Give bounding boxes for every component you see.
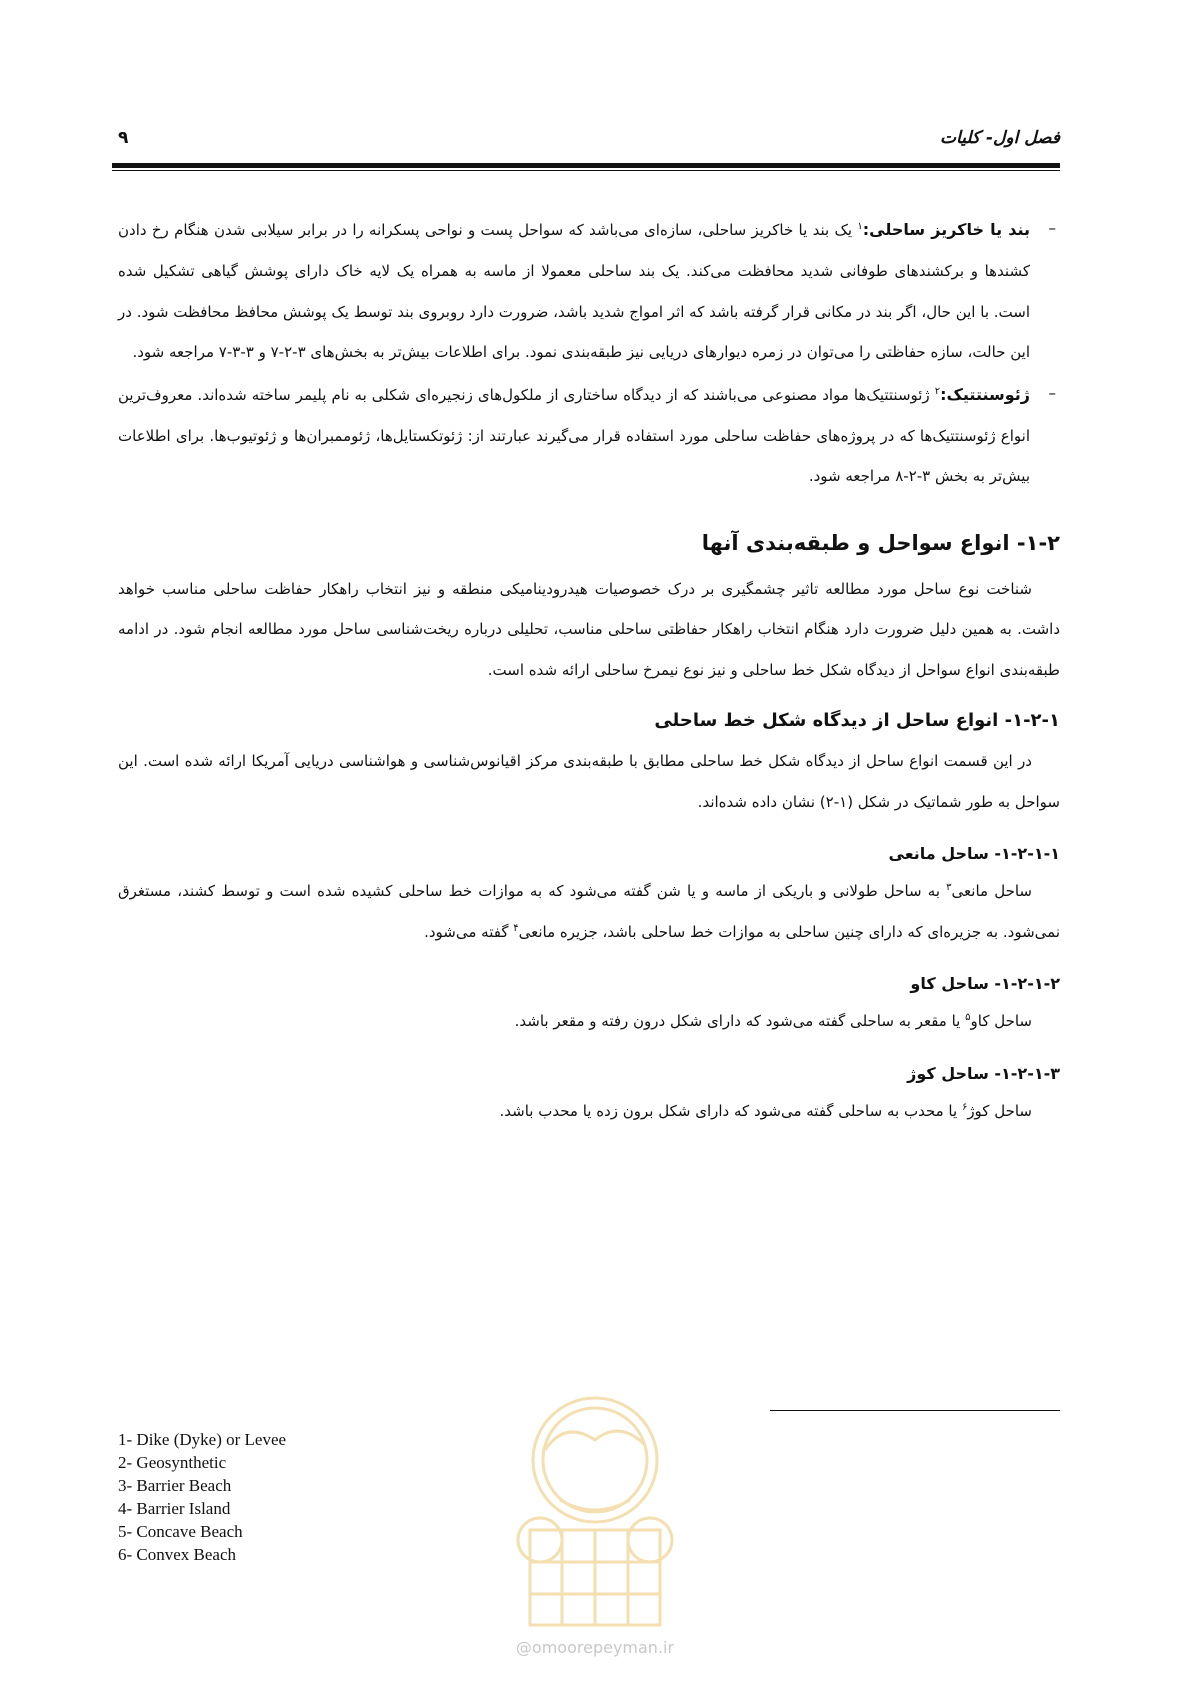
paragraph-convex [118,1091,1060,1132]
subsubsection-heading-concave: ۱-۲-۱-۲- ساحل کاو [910,974,1060,994]
footnote-item: 1- Dike (Dyke) or Levee [118,1430,287,1449]
bullet-dash: – [1048,219,1056,237]
bullet-geosynthetic [118,373,1060,497]
footnote-ref: ۲ [934,385,941,397]
paragraph-concave [118,1001,1060,1042]
footnote-item: 3- Barrier Beach [118,1476,232,1495]
paragraph-barrier [118,871,1060,952]
page-body [118,208,1060,1131]
section-paragraph: شناخت نوع ساحل مورد مطالعه تاثیر چشمگیری بر درک خصوصیات هیدرودینامیکی منطقه و نیز انتخاب راهکار حفاظت ساحلی مناسب خواهد داشت. به همین دلیل ضرورت دارد هنگام انتخاب راهکار حفاظتی ساحلی مناسب، تحلیلی درباره ریخت‌شناسی ساحل مورد مطالعه انجام شود. در ادامه طبقه‌بندی انواع سواحل از دیدگاه شکل خط ساحلی و نیز نوع نیمرخ ساحلی ارائه شده است. [118,579,1060,679]
text-run: ساحل کاو [970,1012,1032,1031]
bullet-text: یک بند یا خاکریز ساحلی، سازه‌ای می‌باشد که سواحل پست و نواحی پسکرانه را در برابر سیلابی شدن هنگام رخ دادن کشندها و برکشندهای طوفانی شدید محافظت می‌کند. یک بند ساحلی معمولا از ماسه به همراه یک لایه خاک دارای پوشش گیاهی تشکیل شده است. با این حال، اگر بند در مکانی قرار گرفته باشد که اثر امواج شدید باشد، ضرورت دارد روبروی بند توسط یک پوشش محافظ محافظت شود. در این حالت، سازه حفاظتی را می‌توان در زمره دیوارهای دریایی نیز طبقه‌بندی نمود. برای اطلاعات بیش‌تر به بخش‌های ۳-۲-۷ و ۳-۳-۷ مراجعه شود. [118,221,1030,362]
footnote-item: 6- Convex Beach [118,1545,237,1564]
footnote-item: 4- Barrier Island [118,1499,231,1518]
header-rule-thick [112,163,1060,168]
text-run: یا محدب به ساحلی گفته می‌شود که دارای شکل برون زده یا محدب باشد. [499,1101,962,1120]
bullet-text: ژئوسنتتیک‌ها مواد مصنوعی می‌باشند که از دیدگاه ساختاری از ملکول‌های زنجیره‌ای شکلی به نام پلیمر ساخته شده‌اند. معروف‌ترین انواع ژئوسنتتیک‌ها که در پروژه‌های حفاظت ساحلی مورد استفاده قرار می‌گیرند عبارتند از: ژئوتکستایل‌ها، ژئوممبران‌ها و ژئوتیوب‌ها. برای اطلاعات بیش‌تر به بخش ۳-۲-۸ مراجعه شود. [118,385,1030,486]
page-header [118,128,1060,154]
subsection-heading: ۱-۲-۱- انواع ساحل از دیدگاه شکل خط ساحلی [654,710,1060,732]
watermark-logo-icon [500,1390,690,1640]
subsubsection-heading-convex: ۱-۲-۱-۳- ساحل کوژ [907,1063,1060,1083]
header-rule-thin [112,170,1060,171]
footnote-item: 2- Geosynthetic [118,1453,227,1472]
text-run: یا مقعر به ساحلی گفته می‌شود که دارای شکل درون رفته و مقعر باشد. [514,1012,966,1031]
footnote-ref: ۵ [965,1012,971,1024]
bullet-dike [118,208,1060,373]
subsubsection-heading-barrier: ۱-۲-۱-۱- ساحل مانعی [888,844,1060,864]
footnote-ref: ۳ [946,882,952,894]
footnote-item: 5- Concave Beach [118,1522,243,1541]
bullet-dash: – [1048,383,1056,402]
subsection-paragraph: در این قسمت انواع ساحل از دیدگاه شکل خط ساحلی مطابق با طبقه‌بندی مرکز اقیانوس‌شناسی و هواشناسی دریایی آمریکا ارائه شده است. این سواحل به طور شماتیک در شکل (۱-۲) نشان داده شده‌اند. [118,752,1060,811]
text-run: به ساحل طولانی و باریکی از ماسه و یا شن گفته می‌شود که به موازات خط ساحلی کشیده شده است و توسط کشند، مستغرق نمی‌شود. به جزیره‌ای که دارای چنین ساحلی به موازات خط ساحلی باشد، جزیره مانعی [118,882,1060,941]
footnote-ref: ۶ [961,1101,968,1113]
footnote-ref: ۱ [857,221,863,232]
bullet-term: بند یا خاکریز ساحلی: [862,220,1031,239]
chapter-title: فصل اول- کلیات [940,128,1060,148]
text-run: ساحل کوژ [967,1101,1032,1120]
footnotes [118,1428,286,1566]
watermark-text: @omoorepeyman.ir [515,1638,675,1657]
footnote-separator [770,1410,1060,1411]
footnote-ref: ۴ [513,922,519,934]
text-run: ساحل مانعی [951,882,1033,901]
text-run: گفته می‌شود. [424,922,514,941]
bullet-term: ژئوسنتتیک: [940,384,1030,404]
section-heading: ۱-۲- انواع سواحل و طبقه‌بندی آنها [701,530,1060,555]
page-number: ۹ [118,128,129,148]
